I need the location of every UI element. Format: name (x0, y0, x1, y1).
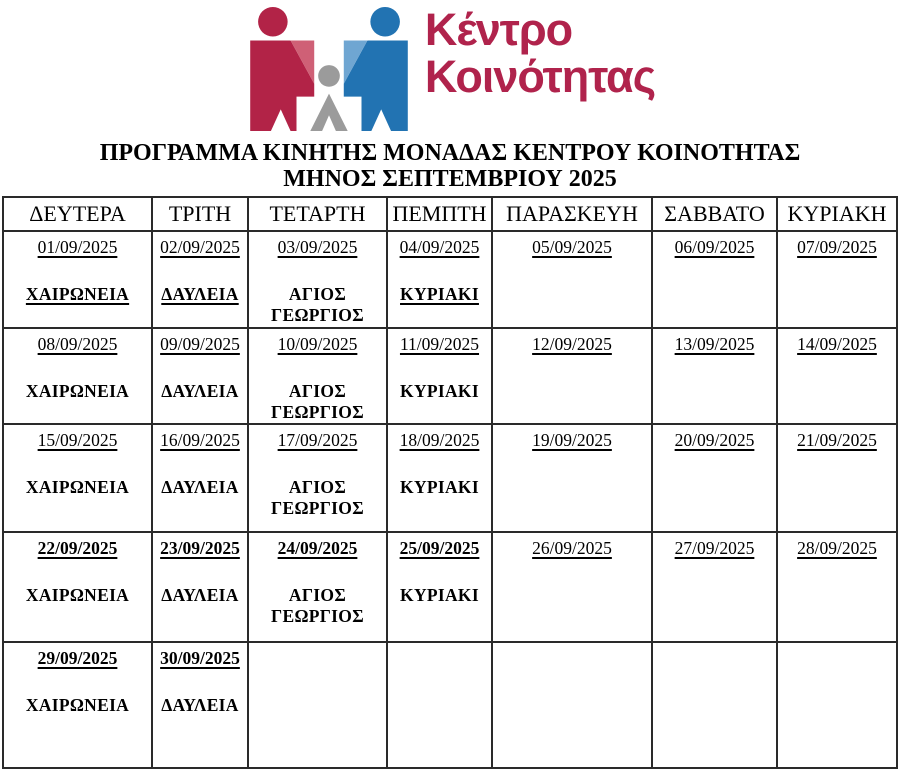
table-row (3, 328, 897, 424)
cell-date: 17/09/2025 (277, 430, 358, 450)
table-row (3, 231, 897, 328)
cell-location: ΔΑΥΛΕΙΑ (161, 477, 239, 497)
calendar-cell (652, 642, 777, 768)
cell-location: ΔΑΥΛΕΙΑ (161, 695, 239, 715)
cell-date: 01/09/2025 (37, 237, 118, 257)
calendar-cell (3, 424, 152, 532)
page-title (0, 140, 900, 192)
calendar-cell (152, 532, 248, 642)
cell-date: 21/09/2025 (797, 430, 877, 450)
weekday-header: ΔΕΥΤΕΡΑ (3, 197, 152, 231)
cell-location: ΑΓΙΟΣ ΓΕΩΡΓΙΟΣ (271, 585, 364, 626)
cell-date: 15/09/2025 (37, 430, 118, 450)
calendar-cell (3, 532, 152, 642)
cell-date: 29/09/2025 (37, 648, 118, 668)
cell-location: ΚΥΡΙΑΚΙ (400, 284, 479, 304)
calendar-cell (777, 642, 897, 768)
logo-wordmark-line2: Κοινότητας (424, 51, 656, 102)
cell-date: 25/09/2025 (399, 538, 480, 558)
cell-location: ΧΑΙΡΩΝΕΙΑ (25, 477, 130, 497)
calendar-cell (3, 642, 152, 768)
calendar-cell (3, 231, 152, 328)
calendar-cell (387, 328, 492, 424)
schedule-table (2, 196, 898, 769)
table-row (3, 424, 897, 532)
cell-date: 02/09/2025 (160, 237, 240, 257)
calendar-cell (152, 642, 248, 768)
calendar-cell (652, 231, 777, 328)
cell-date: 27/09/2025 (674, 538, 755, 558)
cell-location: ΔΑΥΛΕΙΑ (161, 381, 239, 401)
calendar-cell (248, 231, 387, 328)
weekday-header: ΠΑΡΑΣΚΕΥΗ (492, 197, 652, 231)
page-title-line1: ΠΡΟΓΡΑΜΜΑ ΚΙΝΗΤΗΣ ΜΟΝΑΔΑΣ ΚΕΝΤΡΟΥ ΚΟΙΝΟΤΗΤΑΣ (99, 140, 801, 166)
cell-date: 23/09/2025 (160, 538, 240, 558)
calendar-cell (387, 231, 492, 328)
weekday-header: ΤΡΙΤΗ (152, 197, 248, 231)
cell-location: ΔΑΥΛΕΙΑ (161, 284, 239, 304)
calendar-cell (248, 532, 387, 642)
page-title-line2: ΜΗΝΟΣ ΣΕΠΤΕΜΒΡΙΟΥ 2025 (283, 166, 617, 192)
calendar-cell (492, 231, 652, 328)
cell-date: 18/09/2025 (399, 430, 480, 450)
table-row (3, 532, 897, 642)
cell-date: 14/09/2025 (797, 334, 877, 354)
calendar-cell (492, 328, 652, 424)
cell-location: ΑΓΙΟΣ ΓΕΩΡΓΙΟΣ (271, 381, 364, 422)
calendar-cell (248, 424, 387, 532)
cell-location: ΑΓΙΟΣ ΓΕΩΡΓΙΟΣ (271, 284, 364, 325)
calendar-cell (777, 328, 897, 424)
cell-location: ΧΑΙΡΩΝΕΙΑ (25, 284, 130, 304)
cell-date: 04/09/2025 (399, 237, 480, 257)
cell-date: 24/09/2025 (277, 538, 358, 558)
logo-wordmark-line1: Κέντρο (424, 4, 573, 55)
cell-date: 06/09/2025 (674, 237, 755, 257)
calendar-table-body (3, 231, 897, 768)
calendar-cell (492, 532, 652, 642)
cell-date: 26/09/2025 (532, 538, 612, 558)
calendar-cell (652, 328, 777, 424)
cell-date: 07/09/2025 (797, 237, 877, 257)
calendar-cell (652, 532, 777, 642)
calendar-cell (387, 424, 492, 532)
calendar-cell (387, 642, 492, 768)
cell-date: 20/09/2025 (674, 430, 755, 450)
calendar-cell (152, 424, 248, 532)
cell-location: ΚΥΡΙΑΚΙ (400, 477, 479, 497)
cell-location: ΚΥΡΙΑΚΙ (400, 585, 479, 605)
cell-location: ΚΥΡΙΑΚΙ (400, 381, 479, 401)
cell-date: 10/09/2025 (277, 334, 358, 354)
cell-location: ΧΑΙΡΩΝΕΙΑ (25, 695, 130, 715)
cell-date: 30/09/2025 (160, 648, 240, 668)
calendar-cell (777, 231, 897, 328)
cell-date: 09/09/2025 (160, 334, 240, 354)
cell-date: 28/09/2025 (797, 538, 877, 558)
table-row (3, 642, 897, 768)
cell-date: 05/09/2025 (532, 237, 612, 257)
cell-date: 16/09/2025 (160, 430, 240, 450)
cell-date: 03/09/2025 (277, 237, 358, 257)
logo-wordmark (425, 5, 655, 100)
weekday-header-row (3, 197, 897, 231)
cell-date: 08/09/2025 (37, 334, 118, 354)
calendar-cell (492, 424, 652, 532)
cell-location: ΧΑΙΡΩΝΕΙΑ (25, 381, 130, 401)
cell-date: 19/09/2025 (532, 430, 612, 450)
cell-date: 13/09/2025 (674, 334, 755, 354)
logo (0, 0, 900, 138)
community-center-family-icon (245, 5, 413, 135)
calendar-cell (248, 642, 387, 768)
cell-location: ΔΑΥΛΕΙΑ (161, 585, 239, 605)
calendar-cell (652, 424, 777, 532)
weekday-header: ΚΥΡΙΑΚΗ (777, 197, 897, 231)
calendar-cell (248, 328, 387, 424)
calendar-cell (492, 642, 652, 768)
weekday-header: ΠΕΜΠΤΗ (387, 197, 492, 231)
calendar-cell (152, 328, 248, 424)
weekday-header: ΣΑΒΒΑΤΟ (652, 197, 777, 231)
calendar-cell (777, 424, 897, 532)
cell-location: ΑΓΙΟΣ ΓΕΩΡΓΙΟΣ (271, 477, 364, 518)
cell-location: ΧΑΙΡΩΝΕΙΑ (25, 585, 130, 605)
cell-date: 22/09/2025 (37, 538, 118, 558)
calendar-cell (387, 532, 492, 642)
weekday-header: ΤΕΤΑΡΤΗ (248, 197, 387, 231)
cell-date: 11/09/2025 (399, 334, 480, 354)
cell-date: 12/09/2025 (532, 334, 612, 354)
calendar-cell (777, 532, 897, 642)
calendar-cell (3, 328, 152, 424)
calendar-cell (152, 231, 248, 328)
